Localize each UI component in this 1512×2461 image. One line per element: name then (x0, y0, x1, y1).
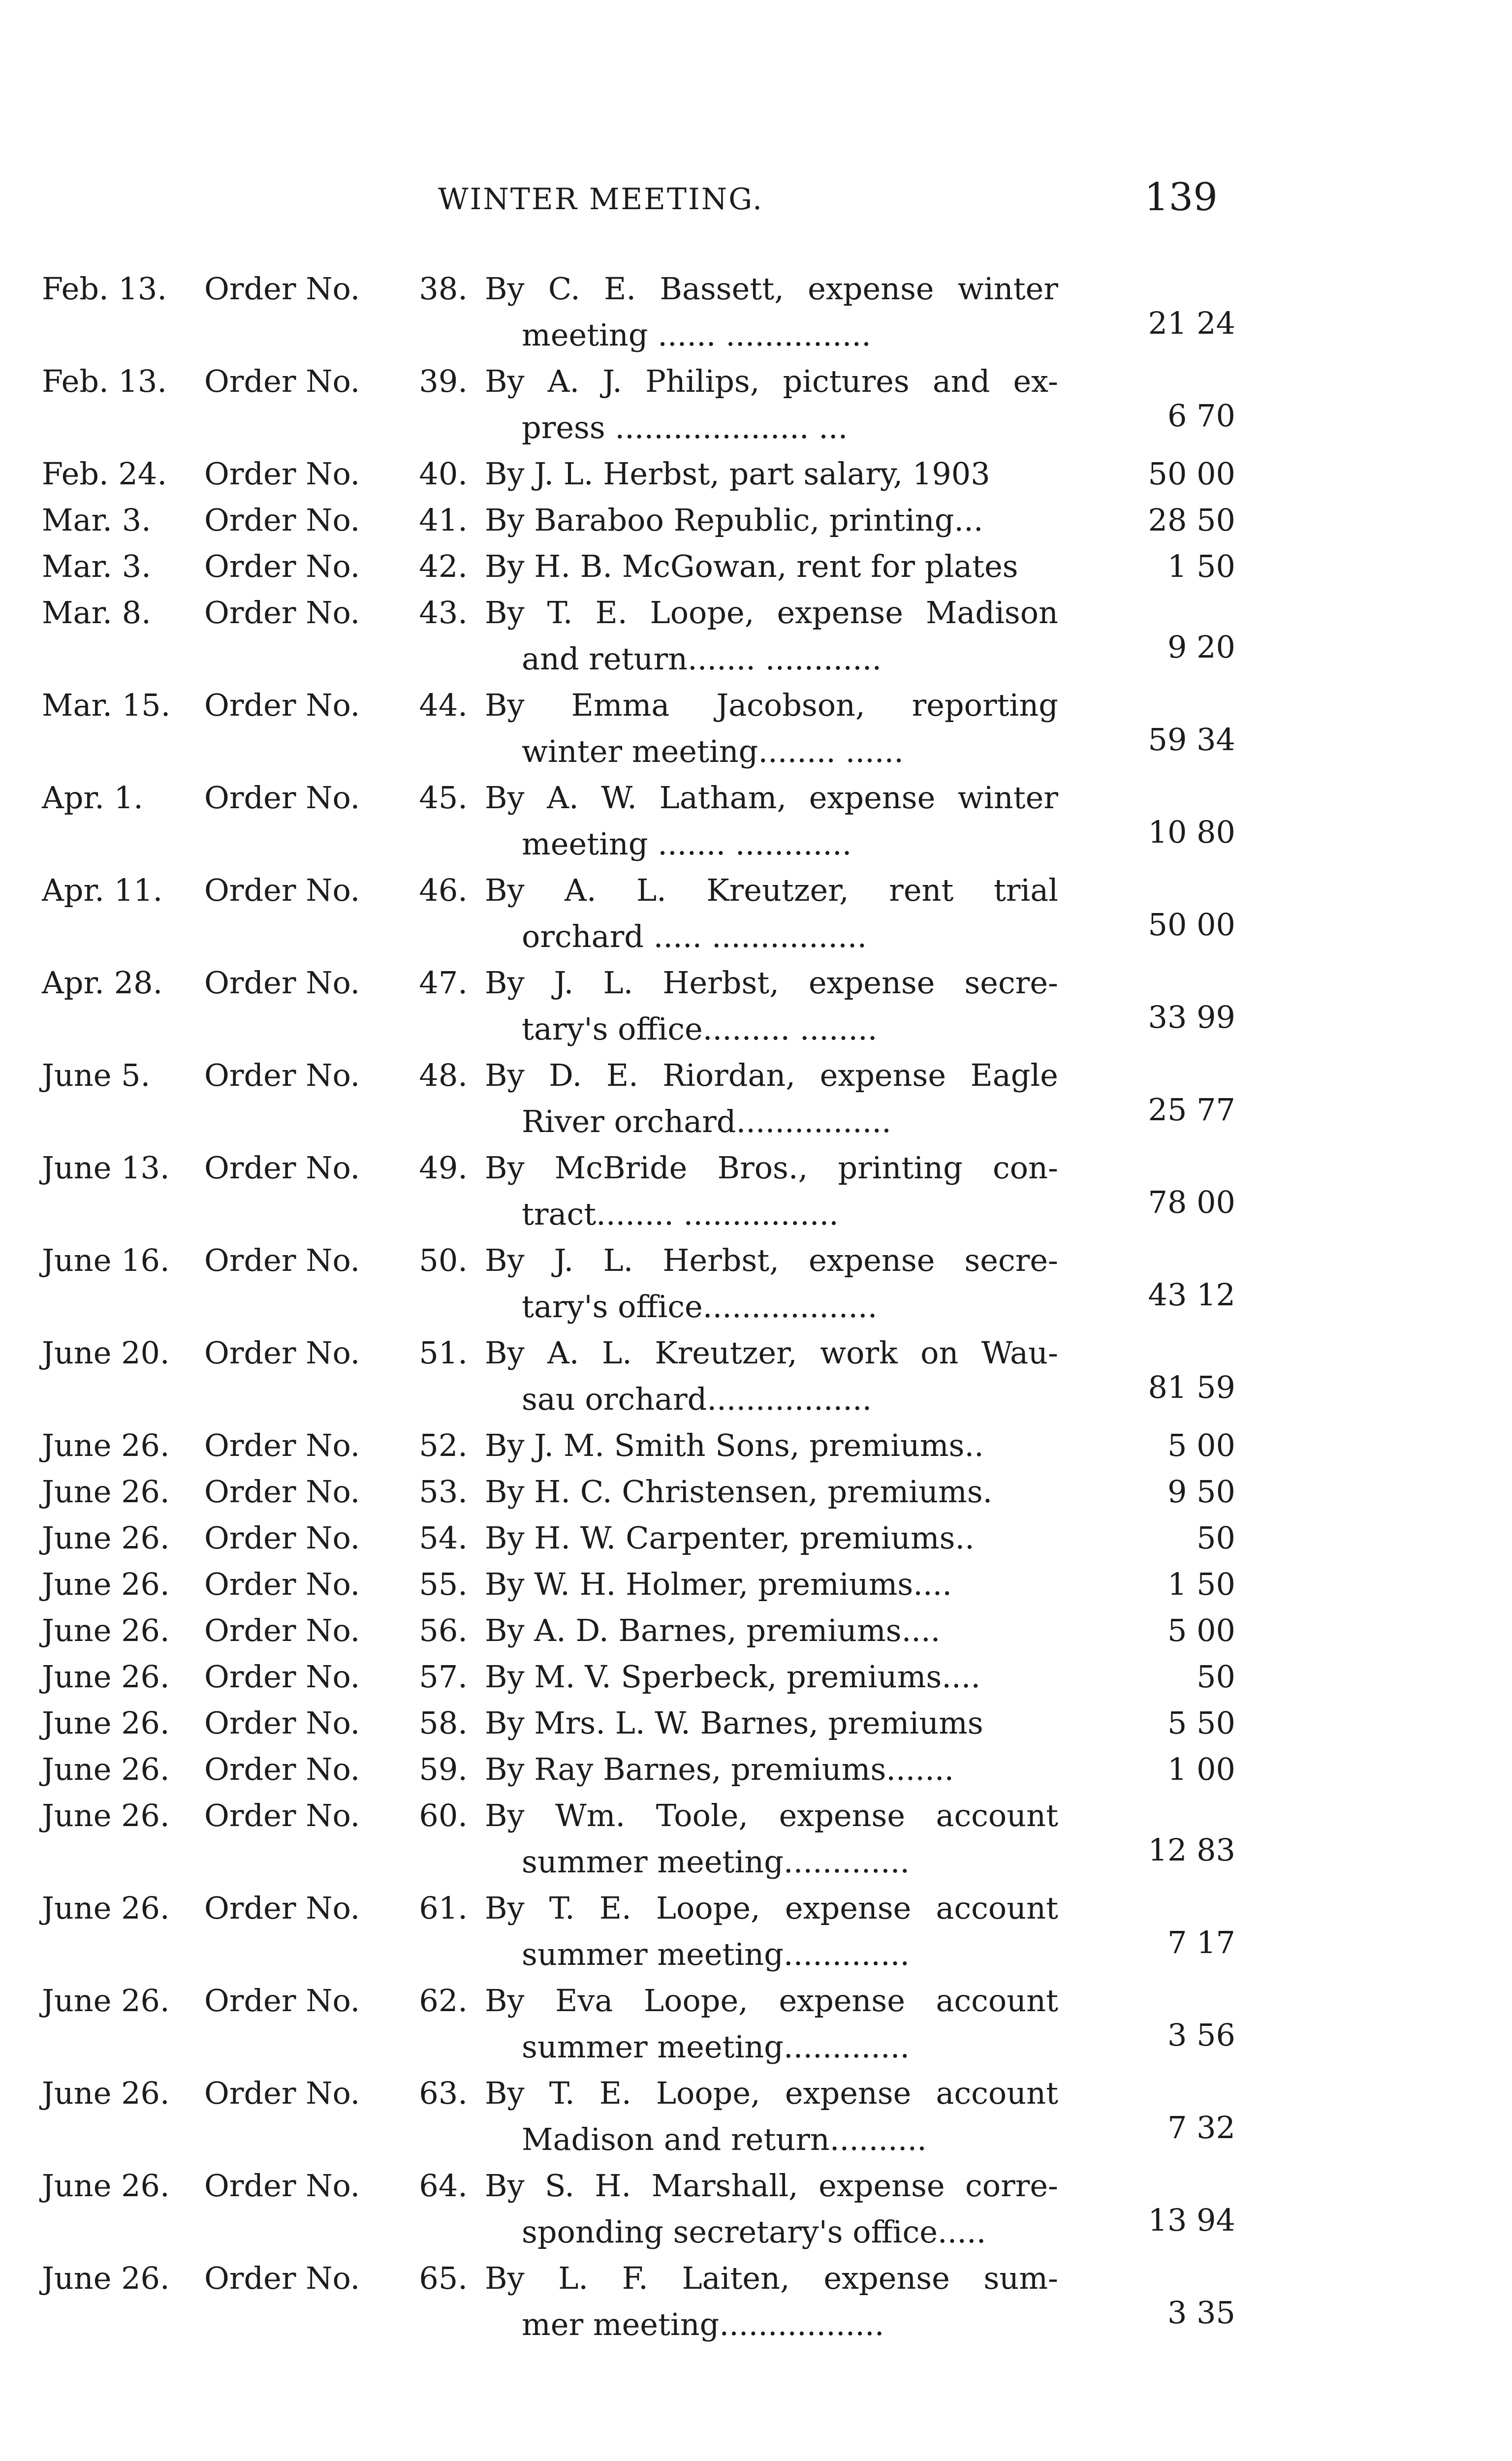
entry-order-label: Order No. (204, 363, 360, 399)
entry-date: Apr. 1. (42, 780, 143, 816)
entry-description-line: By H. C. Christensen, premiums. (485, 1474, 993, 1510)
entry-description (485, 358, 1058, 451)
entry-order-label: Order No. (204, 1335, 360, 1371)
entry-order-label: Order No. (204, 1566, 360, 1602)
entry-description-line: By J. M. Smith Sons, premiums.. (485, 1427, 984, 1463)
entry-order-number: 60. (419, 1798, 468, 1833)
entry-date: Feb. 13. (42, 271, 167, 307)
entry-description-continuation: tary's office......... ........ (522, 1011, 878, 1047)
entry-order-label: Order No. (204, 271, 360, 307)
entry-date: June 26. (42, 1612, 170, 1648)
entry-description (485, 867, 1058, 960)
entry-description-line: By J. L. Herbst, part salary, 1903 (485, 456, 990, 492)
entry-amount: 12 83 (1148, 1832, 1235, 1868)
entry-description (485, 543, 1058, 590)
entry-description (485, 2255, 1058, 2348)
entry-amount: 5 00 (1167, 1427, 1235, 1463)
entry-description-continuation: River orchard................ (522, 1104, 891, 1139)
entry-description-line: By T. E. Loope, expense Madison (485, 595, 1058, 631)
entry-description-continuation: and return....... ............ (522, 641, 882, 677)
entry-description-continuation: summer meeting............. (522, 2029, 910, 2065)
entry-description-line: By S. H. Marshall, expense corre- (485, 2168, 1058, 2204)
entry-amount: 13 94 (1148, 2202, 1235, 2238)
entry-order-label: Order No. (204, 2168, 360, 2204)
ledger-entry (0, 266, 1512, 358)
entry-description-line: By Eva Loope, expense account (485, 1983, 1058, 2019)
entry-order-label: Order No. (204, 1983, 360, 2019)
entry-description (485, 682, 1058, 775)
entry-description (485, 1237, 1058, 1330)
ledger-entry (0, 2163, 1512, 2255)
entry-description-line: By Emma Jacobson, reporting (485, 687, 1058, 723)
entry-description-line: By Baraboo Republic, printing... (485, 502, 983, 538)
entry-order-number: 53. (419, 1474, 468, 1510)
entry-description-line: By Mrs. L. W. Barnes, premiums (485, 1705, 983, 1741)
entry-amount: 7 17 (1167, 1925, 1235, 1960)
entry-description (485, 775, 1058, 867)
entry-order-number: 44. (419, 687, 468, 723)
entry-order-label: Order No. (204, 1242, 360, 1278)
entry-description (485, 451, 1058, 497)
entry-amount: 5 00 (1167, 1612, 1235, 1648)
entry-description-line: By H. B. McGowan, rent for plates (485, 548, 1018, 584)
entry-date: June 26. (42, 1566, 170, 1602)
entry-date: Mar. 15. (42, 687, 171, 723)
ledger-entry (0, 1330, 1512, 1422)
ledger-entry (0, 775, 1512, 867)
ledger-entry (0, 1746, 1512, 1793)
entry-description-line: By A. L. Kreutzer, rent trial (485, 872, 1058, 908)
entry-amount: 59 34 (1148, 722, 1235, 757)
entry-order-number: 61. (419, 1890, 468, 1926)
entry-amount: 50 (1197, 1520, 1235, 1556)
entry-date: June 26. (42, 1520, 170, 1556)
entry-description-line: By J. L. Herbst, expense secre- (485, 1242, 1058, 1278)
entry-description (485, 1422, 1058, 1469)
entry-description-line: By M. V. Sperbeck, premiums.... (485, 1659, 981, 1695)
entry-description-line: By T. E. Loope, expense account (485, 1890, 1058, 1926)
entry-description (485, 1654, 1058, 1700)
ledger-entry (0, 1978, 1512, 2070)
entry-order-number: 47. (419, 965, 468, 1001)
entry-date: June 26. (42, 1705, 170, 1741)
entry-date: June 26. (42, 1474, 170, 1510)
entry-amount: 9 50 (1167, 1474, 1235, 1510)
entry-amount: 9 20 (1167, 629, 1235, 665)
entry-description (485, 497, 1058, 543)
entry-amount: 1 00 (1167, 1751, 1235, 1787)
ledger-entry (0, 1608, 1512, 1654)
entry-amount: 50 (1197, 1659, 1235, 1695)
ledger-entry (0, 1515, 1512, 1561)
entry-order-label: Order No. (204, 1798, 360, 1833)
entry-order-label: Order No. (204, 1659, 360, 1695)
entry-description (485, 1515, 1058, 1561)
entry-amount: 50 00 (1148, 907, 1235, 943)
entry-order-number: 45. (419, 780, 468, 816)
entry-description (485, 1145, 1058, 1237)
entry-date: Mar. 3. (42, 502, 151, 538)
entry-description-continuation: orchard ..... ................ (522, 918, 867, 954)
entry-description-continuation: press .................... ... (522, 410, 848, 445)
entry-order-label: Order No. (204, 456, 360, 492)
entry-description (485, 960, 1058, 1052)
entry-date: June 26. (42, 1751, 170, 1787)
entry-order-number: 38. (419, 271, 468, 307)
entry-order-number: 46. (419, 872, 468, 908)
entry-order-label: Order No. (204, 1705, 360, 1741)
entry-description (485, 2163, 1058, 2255)
entry-description (485, 1608, 1058, 1654)
entry-description-continuation: meeting ...... ............... (522, 317, 871, 353)
entry-amount: 3 56 (1167, 2017, 1235, 2053)
entry-order-number: 48. (419, 1057, 468, 1093)
ledger-entry (0, 1654, 1512, 1700)
entry-description-continuation: meeting ....... ............ (522, 826, 852, 862)
entry-description-line: By A. W. Latham, expense winter (485, 780, 1058, 816)
entry-description-line: By C. E. Bassett, expense winter (485, 271, 1058, 307)
entry-date: Mar. 3. (42, 548, 151, 584)
entry-description (485, 2070, 1058, 2163)
entry-date: June 26. (42, 1983, 170, 2019)
entry-date: June 26. (42, 2168, 170, 2204)
entry-order-label: Order No. (204, 872, 360, 908)
entry-date: June 20. (42, 1335, 170, 1371)
entry-amount: 3 35 (1167, 2295, 1235, 2331)
entry-order-number: 56. (419, 1612, 468, 1648)
ledger-entry (0, 682, 1512, 775)
entry-order-number: 59. (419, 1751, 468, 1787)
entry-amount: 21 24 (1148, 305, 1235, 341)
entry-order-number: 39. (419, 363, 468, 399)
entry-date: Feb. 24. (42, 456, 167, 492)
entry-date: June 26. (42, 2075, 170, 2111)
entry-description-line: By Ray Barnes, premiums....... (485, 1751, 954, 1787)
entry-amount: 7 32 (1167, 2110, 1235, 2145)
entry-order-number: 62. (419, 1983, 468, 2019)
entry-date: June 13. (42, 1150, 170, 1186)
ledger-entry (0, 1793, 1512, 1885)
entry-date: June 26. (42, 1659, 170, 1695)
entry-date: June 26. (42, 1427, 170, 1463)
entry-order-number: 42. (419, 548, 468, 584)
entry-date: Apr. 11. (42, 872, 163, 908)
entry-description-line: By Wm. Toole, expense account (485, 1798, 1058, 1833)
ledger-entry (0, 960, 1512, 1052)
entry-order-label: Order No. (204, 780, 360, 816)
entry-description (485, 1746, 1058, 1793)
entry-order-number: 41. (419, 502, 468, 538)
entry-description-line: By A. D. Barnes, premiums.... (485, 1612, 941, 1648)
ledger-entry (0, 1885, 1512, 1978)
entry-amount: 33 99 (1148, 999, 1235, 1035)
ledger-entry (0, 1700, 1512, 1746)
entry-description-line: By W. H. Holmer, premiums.... (485, 1566, 952, 1602)
ledger-entry (0, 1145, 1512, 1237)
entry-order-number: 40. (419, 456, 468, 492)
entry-description-continuation: winter meeting........ ...... (522, 733, 904, 769)
entry-order-label: Order No. (204, 965, 360, 1001)
entry-order-number: 57. (419, 1659, 468, 1695)
ledger-entry (0, 451, 1512, 497)
entry-description-continuation: sponding secretary's office..... (522, 2214, 986, 2250)
entry-description-line: By H. W. Carpenter, premiums.. (485, 1520, 975, 1556)
entry-amount: 28 50 (1148, 502, 1235, 538)
entry-order-label: Order No. (204, 687, 360, 723)
entry-amount: 43 12 (1148, 1277, 1235, 1313)
entry-order-label: Order No. (204, 502, 360, 538)
entry-amount: 5 50 (1167, 1705, 1235, 1741)
page-number: 139 (1144, 175, 1218, 220)
entry-description-continuation: sau orchard................. (522, 1381, 872, 1417)
entry-date: June 26. (42, 2260, 170, 2296)
entry-order-number: 51. (419, 1335, 468, 1371)
ledger-entry (0, 867, 1512, 960)
ledger-entry (0, 1561, 1512, 1608)
entry-amount: 25 77 (1148, 1092, 1235, 1128)
entry-description-line: By J. L. Herbst, expense secre- (485, 965, 1058, 1001)
entry-order-number: 43. (419, 595, 468, 631)
entry-description-continuation: tary's office.................. (522, 1289, 878, 1325)
entry-description (485, 266, 1058, 358)
entry-date: June 5. (42, 1057, 151, 1093)
entry-description (485, 590, 1058, 682)
entry-description (485, 1330, 1058, 1422)
entry-amount: 6 70 (1167, 398, 1235, 434)
ledger-entry (0, 358, 1512, 451)
entry-description (485, 1561, 1058, 1608)
entry-description (485, 1978, 1058, 2070)
entry-description-continuation: summer meeting............. (522, 1844, 910, 1880)
entry-amount: 10 80 (1148, 814, 1235, 850)
entry-description-line: By A. L. Kreutzer, work on Wau- (485, 1335, 1058, 1371)
entry-order-number: 52. (419, 1427, 468, 1463)
entry-amount: 1 50 (1167, 548, 1235, 584)
entry-order-label: Order No. (204, 1890, 360, 1926)
entry-order-number: 58. (419, 1705, 468, 1741)
ledger-list (0, 266, 1512, 2348)
entry-description-line: By McBride Bros., printing con- (485, 1150, 1058, 1186)
entry-description-continuation: Madison and return.......... (522, 2121, 927, 2157)
entry-order-number: 50. (419, 1242, 468, 1278)
entry-amount: 78 00 (1148, 1184, 1235, 1220)
entry-date: Feb. 13. (42, 363, 167, 399)
entry-description (485, 1052, 1058, 1145)
entry-order-label: Order No. (204, 595, 360, 631)
entry-order-number: 65. (419, 2260, 468, 2296)
entry-order-number: 63. (419, 2075, 468, 2111)
entry-description-line: By T. E. Loope, expense account (485, 2075, 1058, 2111)
entry-order-label: Order No. (204, 2260, 360, 2296)
entry-description-line: By A. J. Philips, pictures and ex- (485, 363, 1058, 399)
entry-order-label: Order No. (204, 1751, 360, 1787)
entry-order-number: 64. (419, 2168, 468, 2204)
entry-order-label: Order No. (204, 548, 360, 584)
entry-description-line: By L. F. Laiten, expense sum- (485, 2260, 1058, 2296)
entry-date: June 16. (42, 1242, 170, 1278)
entry-description (485, 1700, 1058, 1746)
entry-description (485, 1885, 1058, 1978)
entry-description (485, 1469, 1058, 1515)
ledger-entry (0, 1422, 1512, 1469)
ledger-entry (0, 497, 1512, 543)
entry-description-continuation: mer meeting................. (522, 2306, 884, 2342)
entry-amount: 50 00 (1148, 456, 1235, 492)
entry-description-continuation: summer meeting............. (522, 1936, 910, 1972)
ledger-entry (0, 590, 1512, 682)
entry-order-number: 49. (419, 1150, 468, 1186)
entry-order-number: 54. (419, 1520, 468, 1556)
entry-order-label: Order No. (204, 2075, 360, 2111)
entry-amount: 81 59 (1148, 1369, 1235, 1405)
entry-date: June 26. (42, 1798, 170, 1833)
page-header (0, 177, 1512, 221)
entry-order-label: Order No. (204, 1474, 360, 1510)
entry-order-label: Order No. (204, 1612, 360, 1648)
entry-description (485, 1793, 1058, 1885)
entry-date: Apr. 28. (42, 965, 163, 1001)
entry-order-label: Order No. (204, 1427, 360, 1463)
entry-order-label: Order No. (204, 1150, 360, 1186)
ledger-entry (0, 1469, 1512, 1515)
entry-description-continuation: tract........ ................ (522, 1196, 839, 1232)
ledger-entry (0, 1237, 1512, 1330)
entry-date: Mar. 8. (42, 595, 151, 631)
entry-order-label: Order No. (204, 1520, 360, 1556)
entry-description-line: By D. E. Riordan, expense Eagle (485, 1057, 1058, 1093)
ledger-entry (0, 1052, 1512, 1145)
entry-amount: 1 50 (1167, 1566, 1235, 1602)
entry-date: June 26. (42, 1890, 170, 1926)
entry-order-label: Order No. (204, 1057, 360, 1093)
ledger-entry (0, 2070, 1512, 2163)
ledger-entry (0, 2255, 1512, 2348)
ledger-entry (0, 543, 1512, 590)
running-head: WINTER MEETING. (438, 182, 764, 217)
entry-order-number: 55. (419, 1566, 468, 1602)
